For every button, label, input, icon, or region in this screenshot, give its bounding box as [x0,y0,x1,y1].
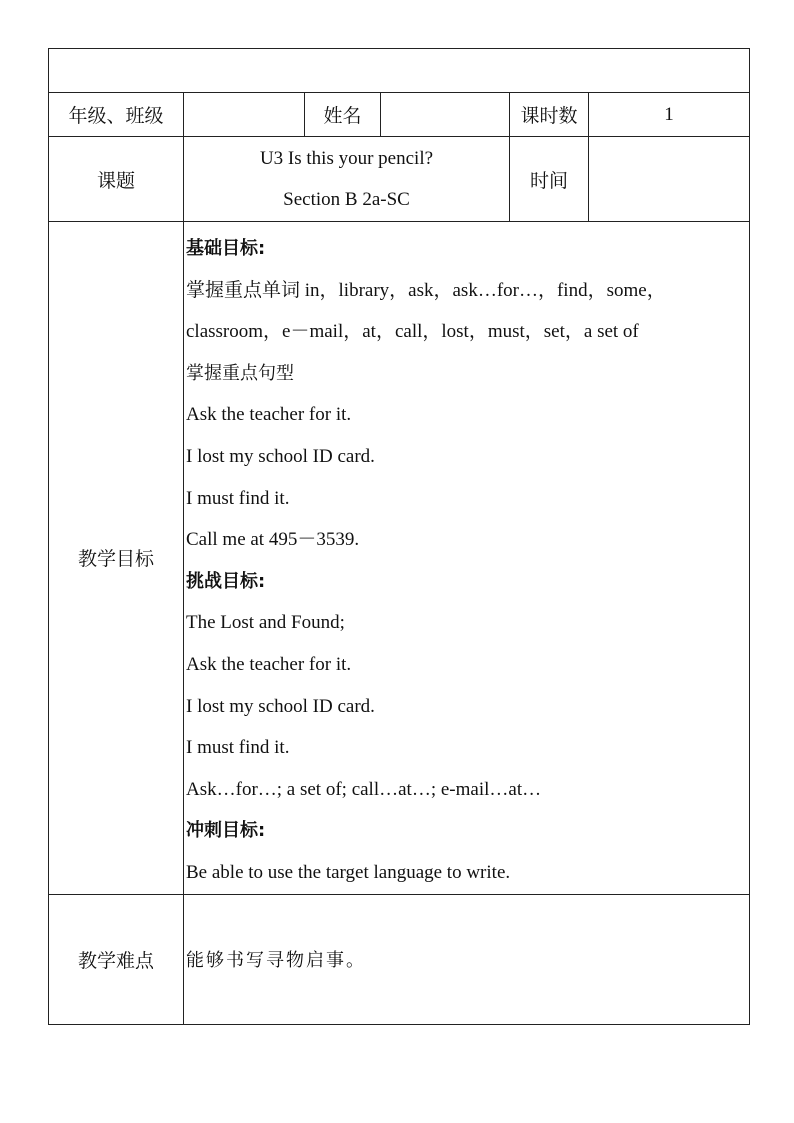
topic-value-cell[interactable] [184,137,510,222]
info-row [49,93,750,137]
topic-label: 课题 [49,137,184,222]
goal-line: Call me at 495－3539. [186,529,360,551]
goals-content-cell[interactable] [184,222,750,895]
goal-line: 掌握重点单词 in，library，ask，ask…for…，find，some， [186,279,666,301]
goal-section-heading: 挑战目标: [186,570,266,592]
goal-line: I must find it. [186,737,290,759]
goal-line: Be able to use the target language to write. [186,861,511,883]
table-header-row [49,49,750,93]
goal-line: Ask the teacher for it. [186,653,352,675]
difficulty-content-cell[interactable] [184,894,750,1024]
goal-line: I must find it. [186,487,290,509]
name-label: 姓名 [305,93,381,137]
topic-row [49,137,750,222]
goal-section-heading: 基础目标: [186,238,266,259]
grade-class-value[interactable] [184,93,305,137]
goal-line: I lost my school ID card. [186,695,375,717]
goal-line: Ask the teacher for it. [186,404,352,426]
lesson-plan-table [48,48,750,1025]
goals-label: 教学目标 [49,222,184,895]
goal-line: The Lost and Found; [186,612,345,634]
goal-line: 掌握重点句型 [186,362,294,384]
periods-label: 课时数 [510,93,589,137]
lesson-plan-page [48,48,749,1025]
periods-value[interactable]: 1 [589,93,750,137]
difficulty-text: 能够书写寻物启事。 [186,950,366,971]
goals-row [49,222,750,895]
name-value[interactable] [381,93,510,137]
header-blank-cell[interactable] [49,49,750,93]
time-label: 时间 [510,137,589,222]
topic-title-line1: U3 Is this your pencil? [259,148,434,169]
goal-line: Ask…for…; a set of; call…at…; e-mail…at… [186,778,542,800]
goal-line: classroom，e－mail，at，call，lost，must，set，a set of [186,321,639,343]
grade-class-label: 年级、班级 [49,93,184,137]
goal-line: I lost my school ID card. [186,445,375,467]
topic-title-line2: Section B 2a-SC [283,189,410,210]
difficulty-row [49,894,750,1024]
difficulty-label: 教学难点 [49,894,184,1024]
time-value[interactable] [589,137,750,222]
goals-list [184,222,749,894]
goal-section-heading: 冲刺目标: [186,820,266,842]
